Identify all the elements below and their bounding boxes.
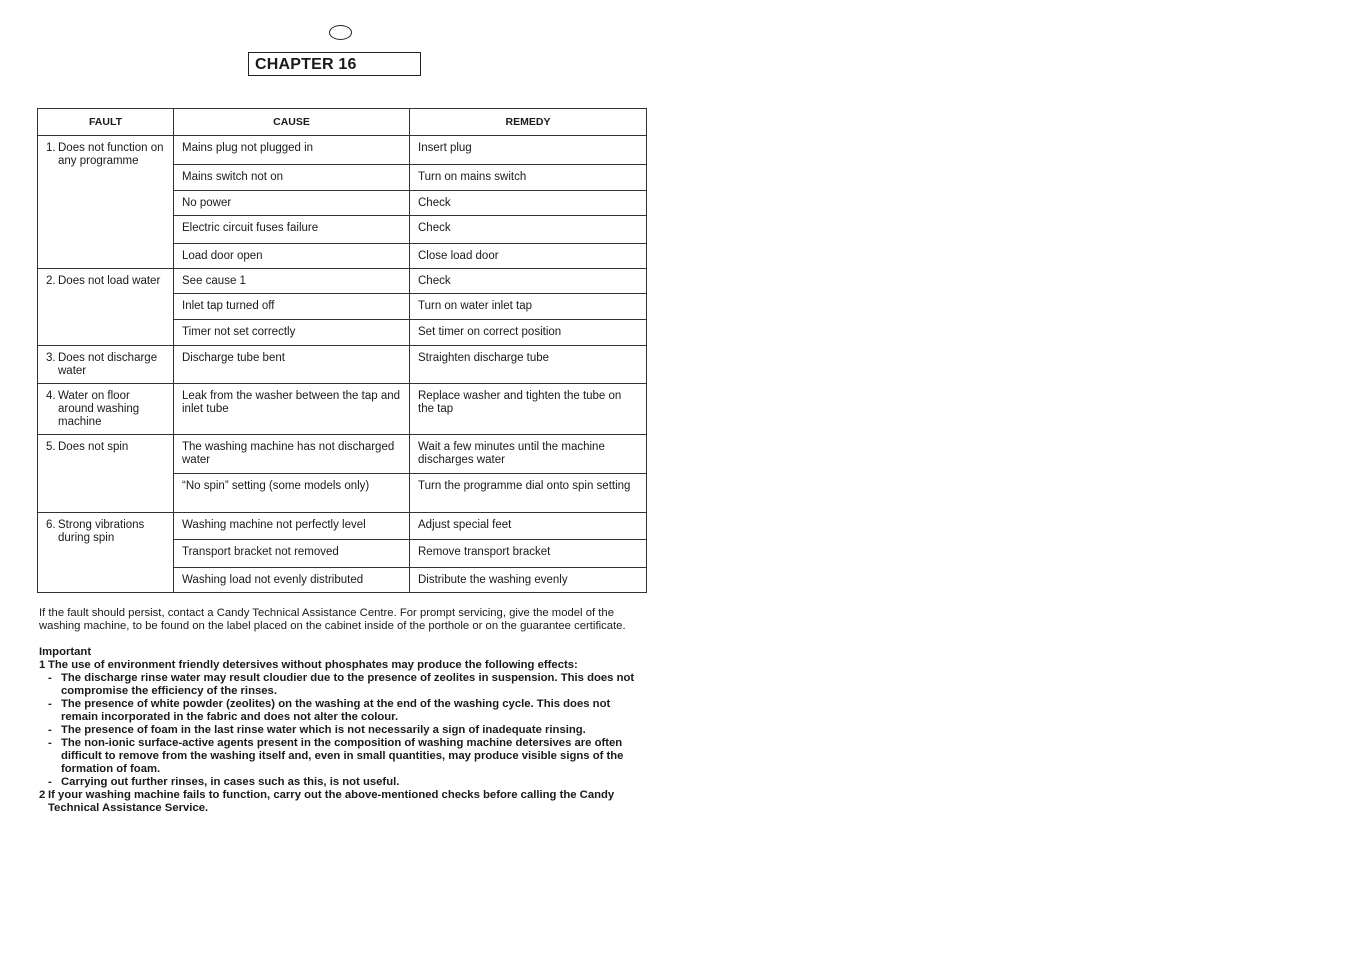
list-item (39, 672, 645, 698)
fault-number: 1. (46, 142, 56, 154)
fault-text: Does not spin (58, 441, 129, 453)
list-item-text: The non-ionic surface-active agents present in the composition of washing machine detersives are often difficult to remove from the washing itself and, even in small quantities, may produce visible signs of the formation of foam. (61, 737, 624, 775)
table-row (38, 513, 647, 540)
fault-number: 3. (46, 352, 56, 364)
cause-cell: Inlet tap turned off (174, 294, 410, 320)
remedy-cell: Check (410, 269, 647, 294)
list-item (39, 737, 645, 776)
fault-number: 4. (46, 390, 56, 402)
chapter-title: CHAPTER 16 (248, 52, 421, 76)
fault-number: 2. (46, 275, 56, 287)
list-item-text: The presence of foam in the last rinse water which is not necessarily a sign of inadequate rinsing. (61, 724, 586, 736)
point-text: The use of environment friendly detersives without phosphates may produce the following effects: (48, 659, 578, 671)
remedy-cell: Adjust special feet (410, 513, 647, 540)
table-row (38, 435, 647, 474)
cause-cell: See cause 1 (174, 269, 410, 294)
header-cause: CAUSE (174, 109, 410, 136)
remedy-cell: Check (410, 191, 647, 216)
cause-cell: Electric circuit fuses failure (174, 216, 410, 244)
cause-cell: Leak from the washer between the tap and inlet tube (174, 384, 410, 435)
remedy-cell: Remove transport bracket (410, 540, 647, 568)
cause-cell: Timer not set correctly (174, 320, 410, 346)
table-row (38, 269, 647, 294)
list-item (39, 724, 645, 737)
fault-text: Strong vibrations during spin (58, 519, 145, 544)
cause-cell: Mains switch not on (174, 165, 410, 191)
remedy-cell: Distribute the washing evenly (410, 568, 647, 593)
bullet-dash: - (48, 737, 52, 749)
header-remedy: REMEDY (410, 109, 647, 136)
fault-cell (38, 513, 174, 593)
cause-cell: Transport bracket not removed (174, 540, 410, 568)
bullet-dash: - (48, 776, 52, 788)
remedy-cell: Turn on mains switch (410, 165, 647, 191)
remedy-cell: Turn on water inlet tap (410, 294, 647, 320)
footer-notes (39, 607, 645, 815)
list-item-text: The discharge rinse water may result cloudier due to the presence of zeolites in suspension. This does not compromise the efficiency of the rinses. (61, 672, 635, 697)
bullet-dash: - (48, 724, 52, 736)
header-fault: FAULT (38, 109, 174, 136)
list-item (39, 698, 645, 724)
important-point-1 (39, 659, 645, 672)
remedy-cell: Wait a few minutes until the machine discharges water (410, 435, 647, 474)
bullet-dash: - (48, 672, 52, 684)
cause-cell: “No spin” setting (some models only) (174, 474, 410, 513)
cause-cell: Washing load not evenly distributed (174, 568, 410, 593)
remedy-cell: Check (410, 216, 647, 244)
remedy-cell: Close load door (410, 244, 647, 269)
fault-cell (38, 435, 174, 513)
fault-text: Water on floor around washing machine (58, 390, 140, 428)
fault-number: 6. (46, 519, 56, 531)
list-item-text: Carrying out further rinses, in cases such as this, is not useful. (61, 776, 400, 788)
list-item-text: The presence of white powder (zeolites) on the washing at the end of the washing cycle. This does not remain incorporated in the fabric and does not alter the colour. (61, 698, 611, 723)
point-number: 1 (39, 659, 46, 671)
cause-cell: Washing machine not perfectly level (174, 513, 410, 540)
cause-cell: Mains plug not plugged in (174, 136, 410, 165)
list-item (39, 776, 645, 789)
cause-cell: Discharge tube bent (174, 346, 410, 384)
remedy-cell: Replace washer and tighten the tube on the tap (410, 384, 647, 435)
fault-number: 5. (46, 441, 56, 453)
table-row (38, 346, 647, 384)
point-text: If your washing machine fails to function, carry out the above-mentioned checks before calling the Candy Technical Assistance Service. (48, 789, 615, 814)
fault-text: Does not load water (58, 275, 161, 287)
remedy-cell: Straighten discharge tube (410, 346, 647, 384)
fault-cell (38, 346, 174, 384)
fault-cell (38, 269, 174, 346)
table-row (38, 136, 647, 165)
effects-list (39, 672, 645, 789)
table-row (38, 384, 647, 435)
remedy-cell: Set timer on correct position (410, 320, 647, 346)
fault-text: Does not discharge water (58, 352, 158, 377)
remedy-cell: Turn the programme dial onto spin setting (410, 474, 647, 513)
cause-cell: Load door open (174, 244, 410, 269)
important-heading: Important (39, 646, 92, 658)
troubleshooting-table (37, 108, 647, 593)
language-oval-badge (329, 25, 352, 40)
fault-cell (38, 136, 174, 269)
fault-cell (38, 384, 174, 435)
table-header-row (38, 109, 647, 136)
fault-text: Does not function on any programme (58, 142, 164, 167)
remedy-cell: Insert plug (410, 136, 647, 165)
cause-cell: No power (174, 191, 410, 216)
important-point-2 (39, 789, 645, 815)
assistance-paragraph: If the fault should persist, contact a Candy Technical Assistance Centre. For prompt servicing, give the model of the washing machine, to be found on the label placed on the cabinet inside of the porthole or on the guarantee certificate. (39, 607, 626, 632)
point-number: 2 (39, 789, 46, 801)
bullet-dash: - (48, 698, 52, 710)
cause-cell: The washing machine has not discharged water (174, 435, 410, 474)
